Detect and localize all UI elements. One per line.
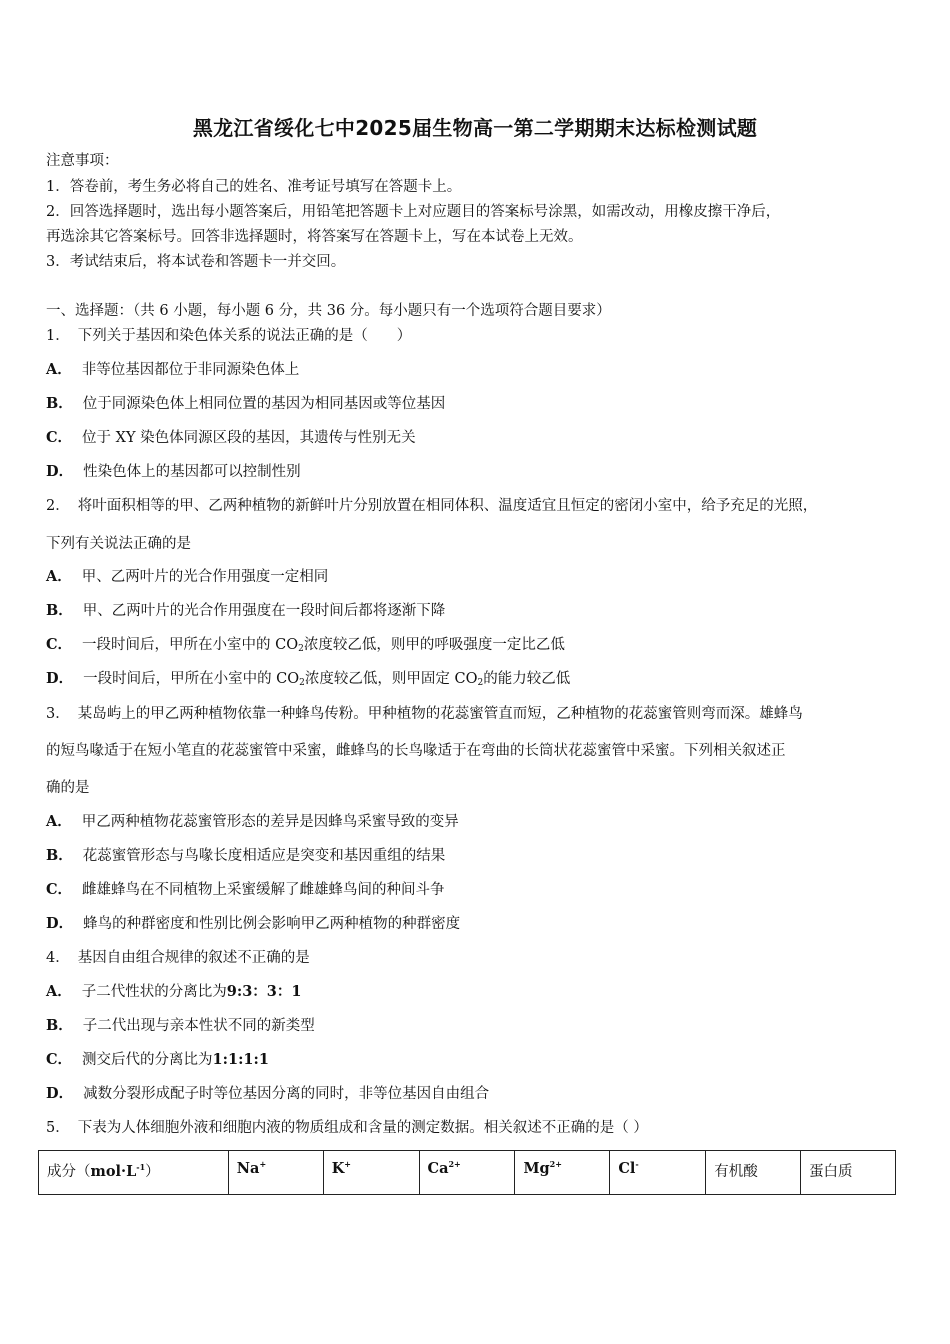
section-heading: 一、选择题：（共 6 小题，每小题 6 分，共 36 分。每小题只有一个选项符合题目要求）: [46, 303, 611, 319]
option-text: 蜂鸟的种群密度和性别比例会影响甲乙两种植物的种群密度: [83, 916, 461, 932]
question-number: 1．: [46, 328, 70, 344]
option-text: 雌雄蜂鸟在不同植物上采蜜缓解了雌雄蜂鸟间的种间斗争: [82, 882, 445, 898]
subscript: 2: [477, 678, 484, 688]
notice-heading: 注意事项：: [46, 153, 119, 169]
option-label: A．: [46, 813, 72, 830]
subscript: 2: [299, 678, 305, 688]
notice-item: 1．答卷前，考生务必将自己的姓名、准考证号填写在答题卡上。: [46, 179, 462, 195]
option-d: [46, 915, 460, 933]
question-stem: 将叶面积相等的甲、乙两种植物的新鲜叶片分别放置在相同体积、温度适宜且恒定的密闭小室中，给予充足的光照，: [77, 498, 818, 514]
option-text: 位于同源染色体上相同位置的基因为相同基因或等位基因: [82, 396, 446, 412]
notice-item: 2．回答选择题时，选出每小题答案后，用铅笔把答题卡上对应题目的答案标号涂黑，如需改动，用橡皮擦干净后，: [46, 204, 781, 220]
table-cell: $Mg^{2+}$: [515, 1151, 610, 1195]
option-text: 性染色体上的基因都可以控制性别: [83, 464, 301, 480]
option-label: B．: [46, 847, 73, 864]
option-c: [46, 1051, 269, 1069]
option-b: [46, 847, 445, 865]
question-number: 2．: [46, 498, 70, 514]
option-text: 子二代出现与亲本性状不同的新类型: [82, 1018, 315, 1034]
question-4: [46, 949, 310, 967]
table-cell: 有机酸: [706, 1151, 801, 1195]
table-cell: Cl-: [610, 1151, 706, 1195]
option-c: [46, 429, 416, 447]
option-label: A．: [46, 983, 72, 1000]
superscript: -1: [136, 1162, 146, 1172]
notice-item: 3．考试结束后，将本试卷和答题卡一并交回。: [46, 254, 346, 270]
option-label: D．: [46, 463, 74, 480]
option-label: B．: [46, 602, 73, 619]
option-a: [46, 361, 299, 379]
option-label: A．: [46, 568, 72, 585]
option-text: 的能力较乙低: [483, 671, 571, 687]
option-text: 一段时间后，甲所在小室中的 CO: [83, 671, 300, 687]
option-label: C．: [46, 429, 73, 446]
ratio-value: 9:3：3：1: [226, 983, 302, 1000]
option-text: 减数分裂形成配子时等位基因分离的同时，非等位基因自由组合: [83, 1086, 490, 1102]
option-label: D．: [46, 670, 74, 687]
question-number: 4．: [46, 950, 70, 966]
option-b: [46, 395, 445, 413]
question-2: [46, 497, 817, 515]
option-d: [46, 463, 301, 481]
option-a: [46, 813, 459, 831]
question-stem-cont: 确的是: [46, 780, 90, 796]
page-title: 黑龙江省绥化七中2025届生物高一第二学期期末达标检测试题: [192, 116, 758, 140]
ratio-value: 1:1:1:1: [212, 1051, 269, 1068]
table-cell: $Ca^{2+}$: [419, 1151, 515, 1195]
superscript: 2+: [549, 1159, 562, 1169]
option-text: 子二代性状的分离比为: [81, 984, 227, 1000]
question-5: [46, 1119, 648, 1137]
question-number: 3．: [46, 706, 70, 722]
option-text: 测交后代的分离比为: [82, 1052, 213, 1068]
question-stem-cont: 的短鸟喙适于在短小笔直的花蕊蜜管中采蜜，雌蜂鸟的长鸟喙适于在弯曲的长筒状花蕊蜜管中采蜜。下列相关叙述正: [46, 743, 786, 759]
option-c: [46, 881, 445, 899]
superscript: -: [635, 1159, 639, 1169]
superscript: +: [344, 1159, 351, 1169]
superscript: +: [259, 1159, 267, 1169]
option-label: C．: [46, 881, 73, 898]
option-text: 浓度较乙低，则甲固定 CO: [304, 671, 478, 687]
question-number: 5．: [46, 1120, 70, 1136]
question-1: [46, 327, 411, 345]
option-text: 甲乙两种植物花蕊蜜管形态的差异是因蜂鸟采蜜导致的变异: [81, 814, 459, 830]
question-stem: 下列关于基因和染色体关系的说法正确的是（ ）: [77, 328, 412, 344]
option-label: C．: [46, 636, 73, 653]
table-cell: 蛋白质: [801, 1151, 896, 1195]
question-3: [46, 705, 803, 723]
option-text: 非等位基因都位于非同源染色体上: [81, 362, 300, 378]
question-stem: 某岛屿上的甲乙两种植物依靠一种蜂鸟传粉。甲种植物的花蕊蜜管直而短，乙种植物的花蕊蜜管则弯而深。雄蜂鸟: [77, 706, 803, 722]
option-text: 甲、乙两叶片的光合作用强度一定相同: [81, 569, 329, 585]
option-text: 位于 XY 染色体同源区段的基因，其遗传与性别无关: [82, 430, 416, 446]
option-text: 一段时间后，甲所在小室中的 CO: [82, 637, 299, 653]
subscript: 2: [298, 644, 304, 654]
option-label: C．: [46, 1051, 73, 1068]
table-header-row: [39, 1151, 896, 1195]
option-c: [46, 636, 565, 658]
option-text: 浓度较乙低，则甲的呼吸强度一定比乙低: [303, 637, 565, 653]
question-stem: 基因自由组合规律的叙述不正确的是: [77, 950, 310, 966]
option-label: A．: [46, 361, 72, 378]
option-label: B．: [46, 395, 73, 412]
option-text: 花蕊蜜管形态与鸟喙长度相适应是突变和基因重组的结果: [82, 848, 446, 864]
option-text: 甲、乙两叶片的光合作用强度在一段时间后都将逐渐下降: [82, 603, 446, 619]
option-b: [46, 1017, 315, 1035]
option-b: [46, 602, 445, 620]
table-cell: K+: [323, 1151, 419, 1195]
unit: mol·L: [90, 1163, 137, 1180]
composition-table: [38, 1150, 896, 1195]
option-d: [46, 670, 570, 692]
option-label: D．: [46, 915, 74, 932]
option-label: D．: [46, 1085, 74, 1102]
option-a: [46, 568, 328, 586]
superscript: 2+: [448, 1159, 461, 1169]
option-label: B．: [46, 1017, 73, 1034]
notice-item: 再选涂其它答案标号。回答非选择题时，将答案写在答题卡上，写在本试卷上无效。: [46, 229, 583, 245]
table-cell: 成分$(mol\cdot L^{-1})$: [39, 1151, 229, 1195]
question-stem-cont: 下列有关说法正确的是: [46, 536, 191, 552]
option-d: [46, 1085, 489, 1103]
table-cell: Na+: [228, 1151, 323, 1195]
option-a: [46, 983, 301, 1001]
question-stem: 下表为人体细胞外液和细胞内液的物质组成和含量的测定数据。相关叙述不正确的是（ ）: [77, 1120, 648, 1136]
